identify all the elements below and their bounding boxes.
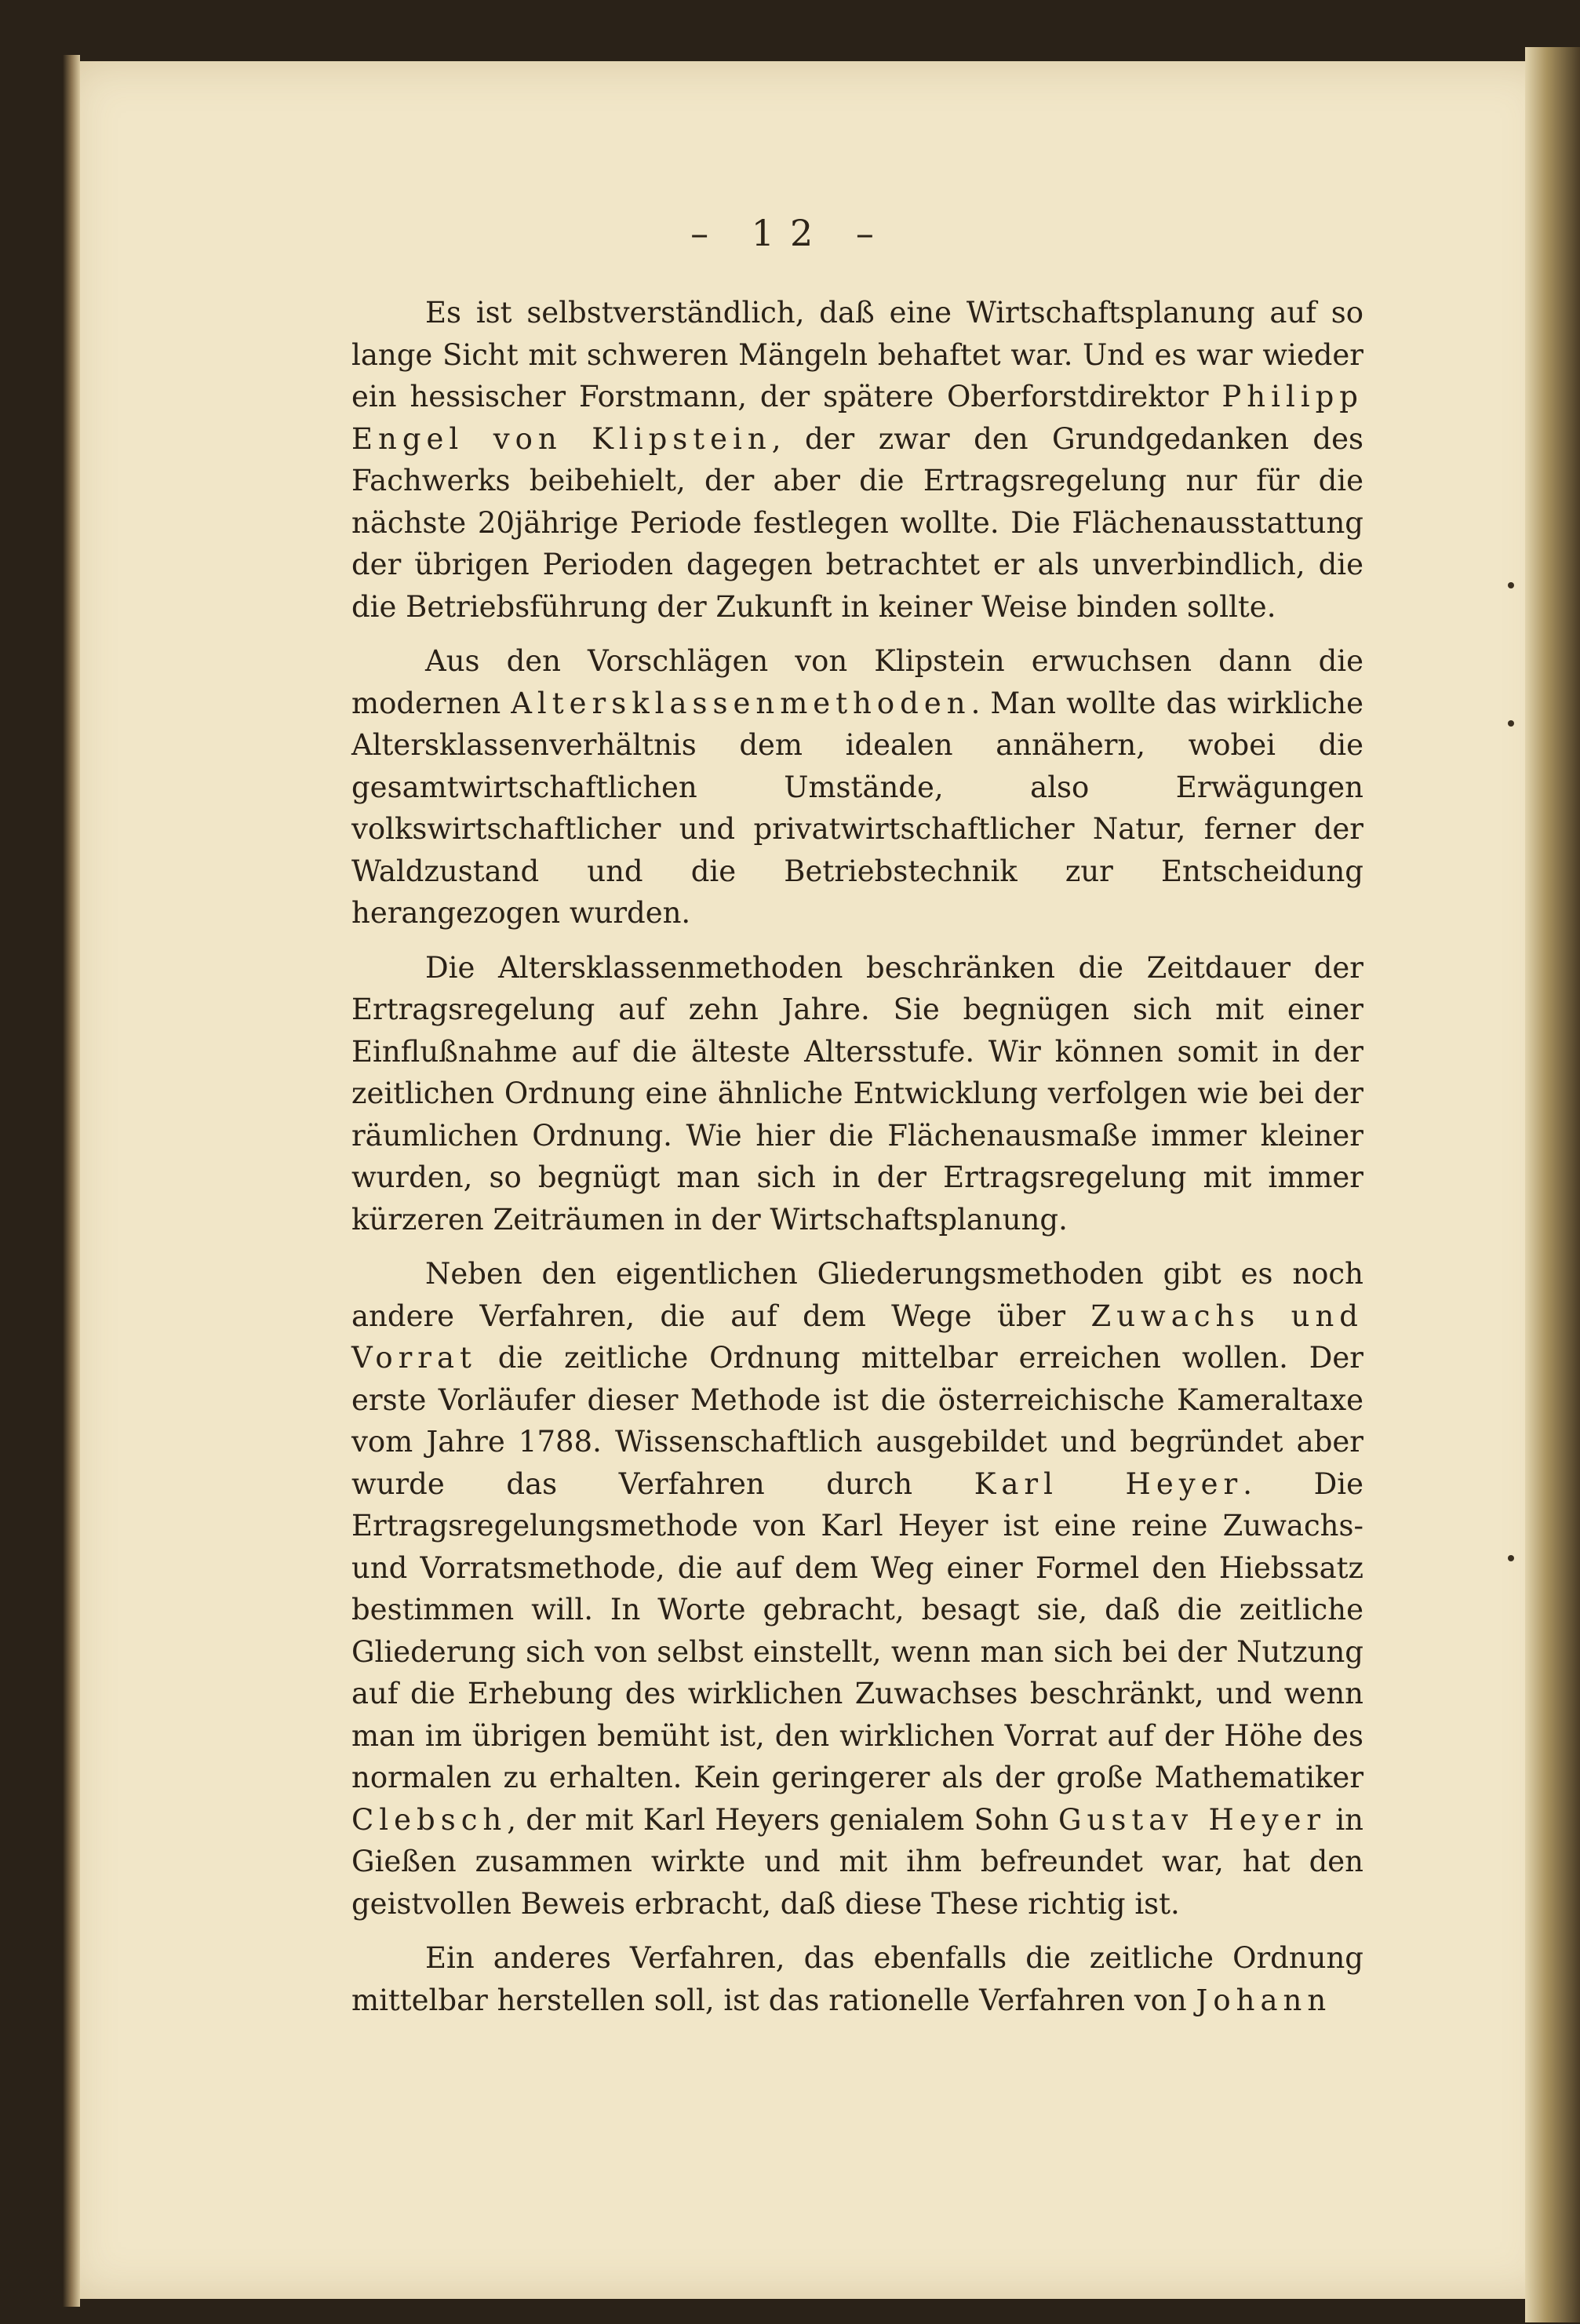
text-run: , der mit Karl Heyers genialem Sohn [507,1802,1058,1837]
text-run: Es ist selbstverständlich, daß eine Wirtschaftsplanung auf so lange Sicht mit schweren Mängeln behaftet war. Und es war wieder ein hessischer Forstmann, der spätere Oberforstdirektor [351,296,1363,413]
next-page-edge [1525,47,1580,2322]
margin-dot [1508,720,1514,727]
margin-dot [1508,582,1514,588]
spaced-term: Altersklassenmethoden [511,686,971,720]
paragraph-4 [351,1253,1363,1925]
page-number: – 12 – [690,212,890,254]
page-binding-edge [63,55,80,2307]
spaced-name: Philipp Engel von Klipstein [351,380,1363,456]
text-run: Aus den Vorschlägen von Klipstein erwuchsen dann die modernen [351,644,1363,720]
text-run: in Gießen zusammen wirkte und mit ihm befreundet war, hat den geistvollen Beweis erbracht, daß diese These richtig ist. [351,1802,1363,1921]
spaced-name: Karl Heyer [974,1466,1243,1501]
paragraph-5 [351,1937,1363,2021]
spaced-term: Zuwachs und Vorrat [351,1299,1363,1375]
paragraph-1 [351,292,1363,628]
text-run: Die Altersklassenmethoden beschränken die Zeitdauer der Ertragsregelung auf zehn Jahre. Sie begnügen sich mit einer Einflußnahme auf die älteste Altersstufe. Wir können somit in der zeitlichen Ordnung eine ähnliche Entwicklung verfolgen wie bei der räumlichen Ordnung. Wie hier die Flächenausmaße immer kleiner wurden, so begnügt man sich in der Ertragsregelung mit immer kürzeren Zeiträumen in der Wirtschaftsplanung. [351,950,1363,1237]
text-run: . Die Ertragsregelungsmethode von Karl Heyer ist eine reine Zuwachs- und Vorratsmethode, die auf dem Weg einer Formel den Hiebssatz bestimmen will. In Worte gebracht, besagt sie, daß die zeitliche Gliederung sich von selbst einstellt, wenn man sich bei der Nutzung auf die Erhebung des wirklichen Zuwachses beschränkt, und wenn man im übrigen bemüht ist, den wirklichen Vorrat auf der Höhe des normalen zu erhalten. Kein geringerer als der große Mathematiker [351,1466,1364,1794]
spaced-name: Clebsch [351,1802,508,1837]
text-run: Ein anderes Verfahren, das ebenfalls die zeitliche Ordnung mittelbar herstellen soll, ist das rationelle Verfahren von [351,1941,1363,2017]
body-text [351,292,1363,2034]
text-run: die zeitliche Ordnung mittelbar erreichen wollen. Der erste Vorläufer dieser Methode ist die österreichische Kameraltaxe vom Jahre 1788. Wissenschaftlich ausgebildet und begründet aber wurde das Verfahren durch [351,1341,1363,1501]
paragraph-3 [351,947,1363,1241]
text-run: Neben den eigentlichen Gliederungsmethoden gibt es noch andere Verfahren, die auf dem Wege über [351,1257,1363,1333]
spaced-name: Gustav Heyer [1058,1802,1327,1837]
spaced-name: Johann [1196,1983,1332,2017]
text-run: . Man wollte das wirkliche Altersklassenverhältnis dem idealen annähern, wobei die gesamtwirtschaftlichen Umstände, also Erwägungen volkswirtschaftlicher und privatwirtschaftlicher Natur, ferner der Waldzustand und die Betriebstechnik zur Entscheidung herangezogen wurden. [351,686,1363,930]
text-run: , der zwar den Grundgedanken des Fachwerks beibehielt, der aber die Ertragsregelung nur für die nächste 20jährige Periode festlegen wollte. Die Flächenausstattung der übrigen Perioden dagegen betrachtet er als unverbindlich, die die Betriebsführung der Zukunft in keiner Weise binden sollte. [351,421,1363,624]
paragraph-2 [351,640,1363,934]
margin-dot [1508,1555,1514,1561]
